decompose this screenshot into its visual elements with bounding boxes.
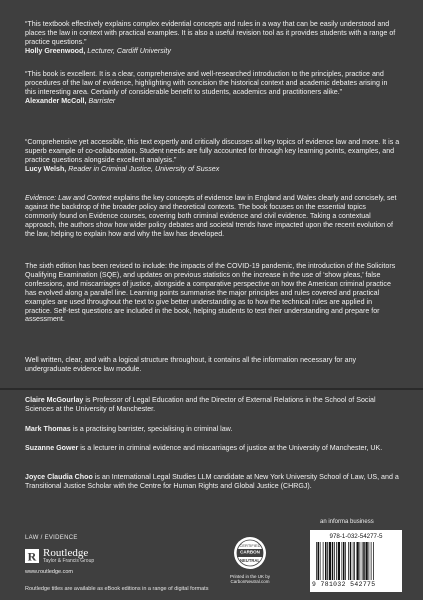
quote-3-author: Lucy Welsh, [25,164,67,173]
isbn-number: 978-1-032-54277-5 [329,533,383,540]
author-bio-1 [25,396,400,414]
svg-text:NEUTRAL: NEUTRAL [239,558,261,563]
routledge-logo [25,548,94,564]
ebook-note: Routledge titles are available as eBook editions in a range of digital formats [25,586,209,592]
carbon-neutral-caption [226,574,274,584]
author-bio-text-1: is Professor of Legal Education and the Director of External Relations in the School of Social Sciences at the University of Manchester. [25,396,376,413]
quote-1 [25,20,400,56]
barcode-digits: 9 781032 542775 [312,581,376,588]
carbon-neutral-seal-icon [233,536,267,570]
description-paragraph-3: Well written, clear, and with a logical structure throughout, it contains all the information necessary for any undergraduate evidence law module. [25,356,357,373]
author-bio-4 [25,473,400,491]
author-name-3: Suzanne Gower [25,444,79,452]
description-paragraph-1-text: explains the key concepts of evidence law in England and Wales clearly and concisely, set against the backdrop of the broader policy and theoretical contexts. The book focuses on the essential topics commonly found on Evidence courses, covering both criminal evidence and civil evidence. Taking a contextual approach, the authors show how wider policy debates and societal trends have impacted upon the recent evolution of the law, helping to explain how and why the law has developed. [25,194,397,238]
quote-1-author: Holly Greenwood, [25,46,86,55]
quote-1-text: “This textbook effectively explains complex evidential concepts and rules in a way that can be easily understood and places the law in context with practical examples. It is also a useful revision tool as it provides students with a range of practice questions.” [25,20,396,46]
isbn-barcode [310,530,402,592]
description-paragraph-1 [25,194,400,239]
carbon-line-2: CarbonNeutral.com [230,579,270,585]
author-name-1: Claire McGourlay [25,396,84,404]
author-bio-text-2: is a practising barrister, specialising in criminal law. [70,425,233,433]
quote-3-role: Reader in Criminal Justice, University of Sussex [68,164,220,173]
book-title-italic: Evidence: Law and Context [25,194,112,202]
publisher-website: www.routledge.com [25,569,73,575]
description-paragraph-2: The sixth edition has been revised to include: the impacts of the COVID-19 pandemic, the introduction of the Solicitors Qualifying Examination (SQE), and updates on previous statistics on the increase in the use of ‘show pleas,’ false confessions, and miscarriages of justice, alongside a comparative perspective on how the American criminal practice has evolved along a parallel line. Learning points summarise the major principles and rules covered and practical examples are used throughout the text to give better understanding as to how the technical rules are applied in practice. Self-test questions are included in the book, helping students to test their understanding and prepare for assessment. [25,262,396,324]
quote-3 [25,138,400,174]
quote-2-role: Barrister [88,96,116,105]
informa-tagline: an informa business [320,519,374,525]
quote-3-text: “Comprehensive yet accessible, this text expertly and critically discusses all key topics of evidence law and more. It is a superb example of co-collaboration. Student needs are fully accounted for through key learning points, examples, and practice questions alongside excellent analysis.” [25,138,400,164]
barcode-icon [316,542,396,580]
routledge-r-icon [25,549,39,563]
author-bio-3 [25,444,400,453]
quote-2 [25,70,400,106]
quote-2-author: Alexander McColl, [25,96,87,105]
author-bio-2 [25,425,400,434]
author-bio-text-3: is a lecturer in criminal evidence and miscarriages of justice at the University of Manchester, UK. [78,444,383,452]
author-bio-text-4: is an International Legal Studies LLM candidate at New York University School of Law, US, and a Transitional Justice Scholar with the Centre for Human Rights and Global Justice (CHRGJ). [25,473,399,490]
quote-1-role: Lecturer, Cardiff University [87,46,171,55]
author-name-4: Joyce Claudia Choo [25,473,93,481]
svg-text:R: R [27,549,37,563]
author-name-2: Mark Thomas [25,425,71,433]
publisher-subtitle: Taylor & Francis Group [43,558,95,564]
quote-2-text: “This book is excellent. It is a clear, comprehensive and well-researched introduction to the principles, practice and procedures of the law of evidence, highlighting with concision the historical context and academic debates arising in this interesting area. Certainly of considerable benefit to students, academics and practitioners alike.” [25,70,388,96]
subject-category: LAW / EVIDENCE [25,535,78,541]
carbon-line-1: Printed in the UK by [229,574,271,579]
svg-text:CERTIFIED: CERTIFIED [239,543,261,548]
svg-text:CARBON: CARBON [240,549,260,555]
publisher-name: Routledge [43,547,89,559]
